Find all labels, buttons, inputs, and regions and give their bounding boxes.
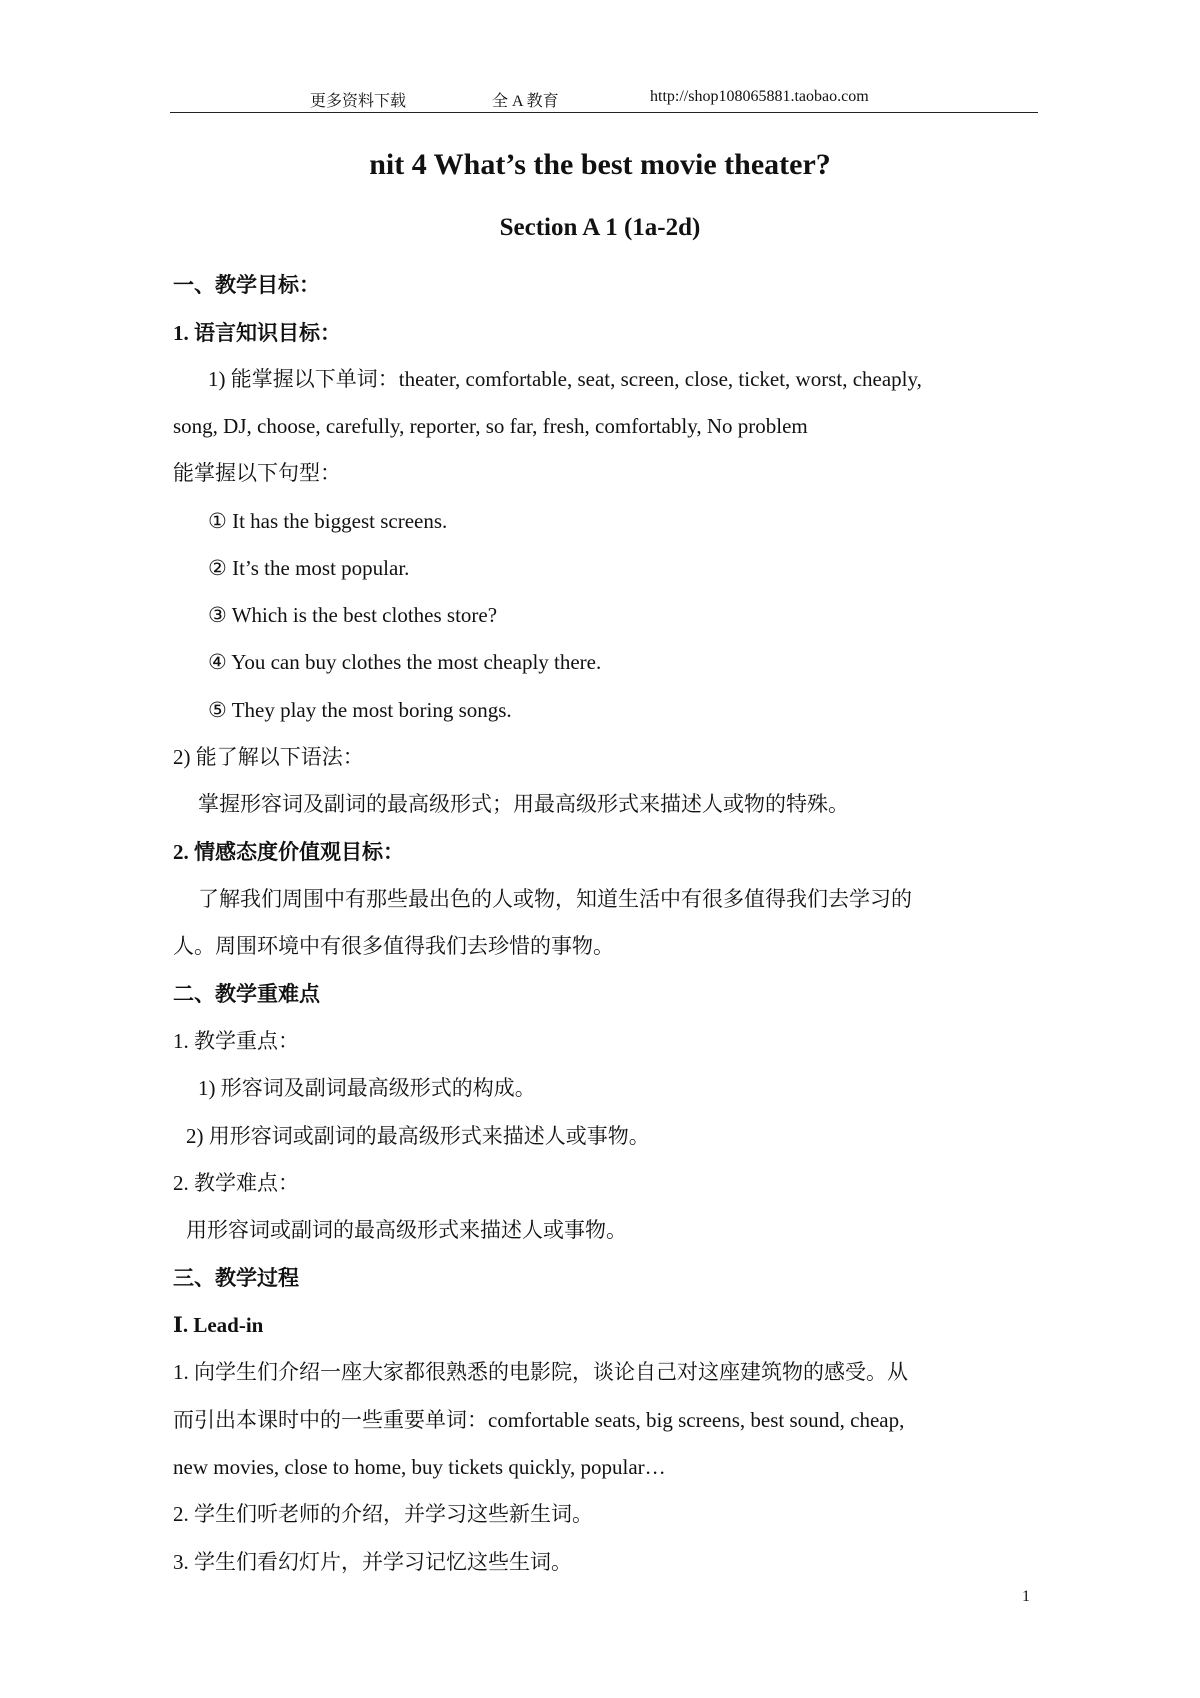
vocab-line-1: 1) 能掌握以下单词：theater, comfortable, seat, screen, close, ticket, worst, cheaply, — [208, 367, 922, 391]
grammar-text: 掌握形容词及副词的最高级形式；用最高级形式来描述人或物的特殊。 — [198, 792, 849, 816]
lead-in-heading: Ⅰ. Lead-in — [173, 1313, 264, 1337]
grammar-heading: 2) 能了解以下语法： — [173, 745, 364, 769]
header-shop-url[interactable]: http://shop108065881.taobao.com — [650, 88, 869, 105]
header-download-text: 更多资料下载 — [310, 93, 407, 110]
key-point-item: 1) 形容词及副词最高级形式的构成。 — [198, 1076, 536, 1100]
lead-in-step-3: 3. 学生们看幻灯片，并学习记忆这些生词。 — [173, 1550, 572, 1574]
lead-in-step-1-line-1: 1. 向学生们介绍一座大家都很熟悉的电影院，谈论自己对这座建筑物的感受。从 — [173, 1360, 908, 1384]
heading-emotional-values: 2. 情感态度价值观目标： — [173, 840, 404, 864]
section-heading-process: 三、教学过程 — [173, 1266, 299, 1290]
section-heading-objectives: 一、教学目标： — [173, 273, 320, 297]
patterns-heading: 能掌握以下句型： — [173, 461, 341, 485]
emotional-text-line-2: 人。周围环境中有很多值得我们去珍惜的事物。 — [173, 934, 614, 958]
header-brand-text: 全 A 教育 — [492, 93, 559, 110]
page-number: 1 — [1022, 1588, 1030, 1605]
pattern-item: ④ You can buy clothes the most cheaply there. — [208, 650, 602, 674]
emotional-text-line-1: 了解我们周围中有那些最出色的人或物，知道生活中有很多值得我们去学习的 — [198, 887, 912, 911]
pattern-item: ① It has the biggest screens. — [208, 509, 448, 533]
lead-in-step-2: 2. 学生们听老师的介绍，并学习这些新生词。 — [173, 1502, 593, 1526]
difficult-points-heading: 2. 教学难点： — [173, 1171, 299, 1195]
key-point-item: 2) 用形容词或副词的最高级形式来描述人或事物。 — [186, 1124, 650, 1148]
difficult-point-text: 用形容词或副词的最高级形式来描述人或事物。 — [186, 1218, 627, 1242]
key-points-heading: 1. 教学重点： — [173, 1029, 299, 1053]
lead-in-step-1-line-2: 而引出本课时中的一些重要单词：comfortable seats, big screens, best sound, cheap, — [173, 1408, 905, 1432]
page-header — [0, 88, 1200, 112]
header-divider — [170, 112, 1038, 113]
vocab-line-2: song, DJ, choose, carefully, reporter, so far, fresh, comfortably, No problem — [173, 414, 808, 438]
pattern-item: ⑤ They play the most boring songs. — [208, 698, 512, 722]
lead-in-step-1-line-3: new movies, close to home, buy tickets quickly, popular… — [173, 1455, 666, 1479]
heading-language-knowledge: 1. 语言知识目标： — [173, 321, 341, 345]
document-title: nit 4 What’s the best movie theater? — [369, 148, 831, 181]
document-subtitle: Section A 1 (1a-2d) — [499, 214, 701, 241]
pattern-item: ③ Which is the best clothes store? — [208, 603, 498, 627]
section-heading-key-points: 二、教学重难点 — [173, 982, 320, 1006]
pattern-item: ② It’s the most popular. — [208, 556, 410, 580]
